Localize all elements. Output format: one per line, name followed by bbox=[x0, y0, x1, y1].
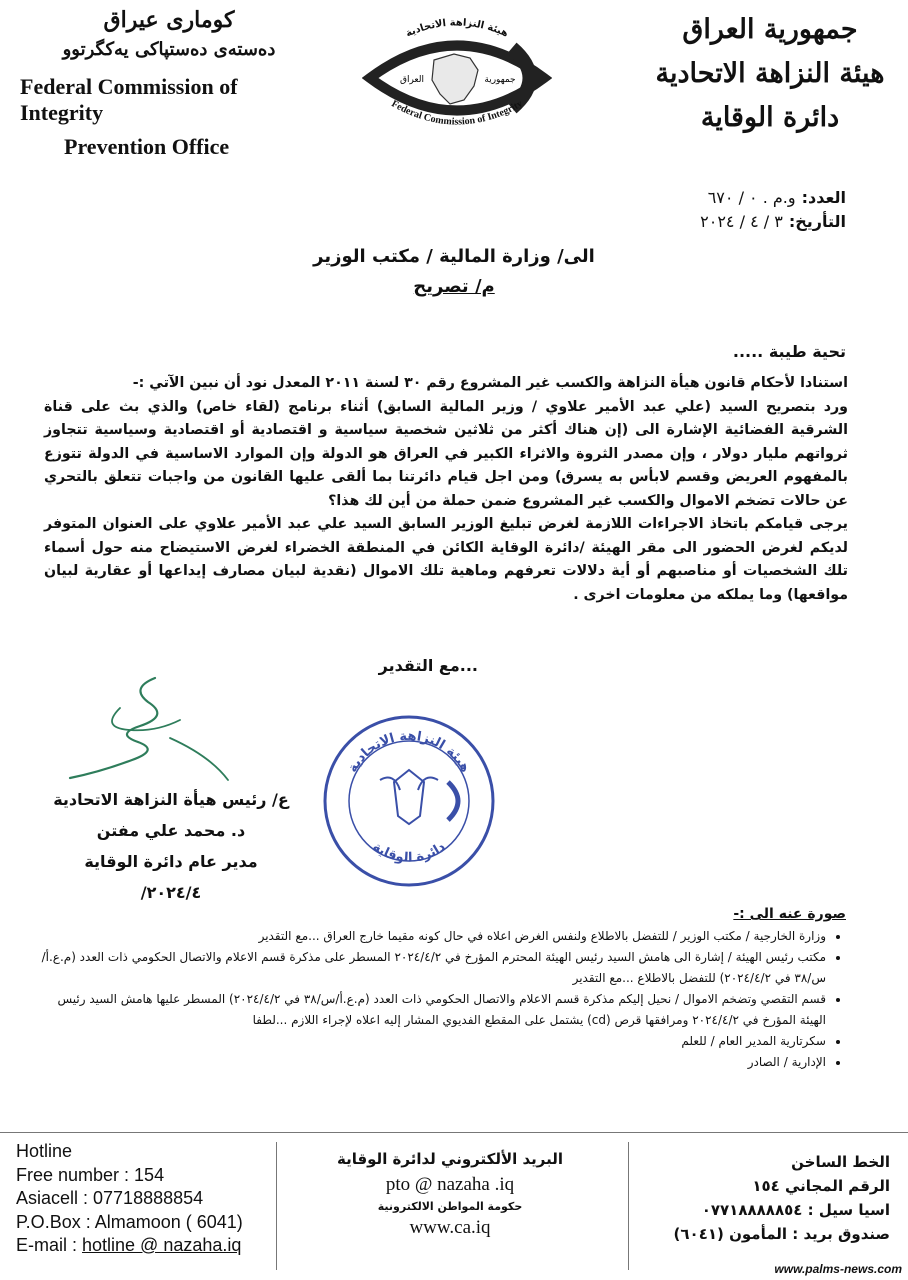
commission-arabic-name: هيئة النزاهة الاتحادية bbox=[655, 58, 885, 89]
footer-contact-arabic bbox=[674, 1150, 890, 1246]
reference-date: التأريخ:٣ / ٤ / ٢٠٢٤ bbox=[700, 212, 846, 231]
addressee-line: الى/ وزارة المالية / مكتب الوزير bbox=[313, 246, 595, 267]
closing-regards: ...مع التقدير bbox=[378, 656, 478, 675]
footer-ar-free: الرقم المجاني ١٥٤ bbox=[752, 1177, 890, 1195]
signer-date: ٢٠٢٤/٤/ bbox=[140, 883, 202, 902]
website-watermark: www.palms-news.com bbox=[774, 1262, 902, 1276]
copies-heading: صورة عنه الى :- bbox=[733, 906, 846, 922]
kurdish-title: کوماری عیراق bbox=[103, 7, 235, 33]
footer-free-number: Free number : 154 bbox=[16, 1164, 165, 1185]
logo-left-text: العراق bbox=[399, 75, 425, 85]
logo-bottom-text: Federal Commission of Integrity bbox=[389, 98, 525, 128]
handwritten-signature bbox=[60, 668, 240, 788]
logo-right-text: جمهورية bbox=[484, 75, 516, 85]
footer-portal-title: حكومة المواطن الالكترونية bbox=[377, 1200, 523, 1213]
footer-ar-hotline: الخط الساخن bbox=[791, 1153, 890, 1171]
signer-position: مدير عام دائرة الوقاية bbox=[84, 852, 258, 871]
footer-divider bbox=[0, 1132, 908, 1133]
prevention-department: دائرة الوقاية bbox=[700, 102, 840, 133]
copy-item: • قسم التقصي وتضخم الاموال / نحيل إليكم مذكرة قسم الاعلام والاتصال الحكومي ذات العدد (م.ع.أ/س/٣٨ في ٢٠٢٤/٤/٢) المسطر عليها هامش السيد رئيس الهيئة المؤرخ في ٢٠٢٤/٤/٢ ومرافقها قرص (cd) يشتمل على المقطع الفديوي المشار إليه اعلاه لإجراء اللازم ...لطفا bbox=[30, 989, 826, 1031]
kurdish-subtitle: دەستەی دەستپاکی یەکگرتوو bbox=[62, 39, 276, 60]
signer-name: د. محمد علي مفتن bbox=[96, 821, 246, 840]
footer-email: E-mail : hotline @ nazaha.iq bbox=[16, 1235, 242, 1255]
footer-ar-asiacell: اسيا سيل : ٠٧٧١٨٨٨٨٨٥٤ bbox=[701, 1201, 890, 1219]
signer-title: ع/ رئيس هيأة النزاهة الاتحادية bbox=[53, 790, 289, 809]
footer-hotline-label: Hotline bbox=[16, 1141, 73, 1161]
footer-email-link[interactable]: hotline @ nazaha.iq bbox=[82, 1235, 242, 1255]
subject-line: م/ تصريح bbox=[413, 276, 495, 297]
header-right-block bbox=[650, 8, 890, 140]
footer-contact-english bbox=[16, 1140, 243, 1258]
english-commission-name: Federal Commission of Integrity bbox=[20, 74, 238, 125]
reference-block bbox=[700, 186, 846, 234]
footer-office-email[interactable]: pto @ nazaha .iq bbox=[385, 1174, 515, 1195]
footer-pobox: P.O.Box : Almamoon ( 6041) bbox=[16, 1211, 243, 1232]
copies-list bbox=[30, 926, 844, 1073]
footer-middle bbox=[300, 1150, 600, 1239]
footer-ar-pobox: صندوق بريد : المأمون (٦٠٤١) bbox=[673, 1225, 890, 1243]
english-office-name: Prevention Office bbox=[64, 134, 230, 159]
footer-asiacell: Asiacell : 07718888854 bbox=[16, 1188, 204, 1208]
stamp-bottom-text: دائرة الوقاية bbox=[369, 839, 449, 866]
republic-of-iraq: جمهورية العراق bbox=[682, 14, 858, 45]
logo-top-text: هيئة النزاهة الاتحادية bbox=[404, 17, 510, 40]
copy-item: • الإدارية / الصادر bbox=[30, 1052, 826, 1073]
copy-item: • وزارة الخارجية / مكتب الوزير / للتفضل بالاطلاع ولنفس الغرض اعلاه في حال كونه مقيما خارج العراق ...مع التقدير bbox=[30, 926, 826, 947]
footer-separator-left bbox=[276, 1142, 277, 1270]
stamp-top-text: هيئة النزاهة الاتحادية bbox=[345, 728, 473, 776]
svg-text:هيئة النزاهة الاتحادية bbox=[404, 17, 510, 39]
body-paragraph-1: استنادا لأحكام قانون هيأة النزاهة والكسب غير المشروع رقم ٣٠ لسنة ٢٠١١ المعدل نود أن نبين الآتي :- bbox=[132, 375, 848, 391]
svg-text:دائرة الوقاية bbox=[370, 839, 449, 865]
commission-logo bbox=[362, 8, 552, 138]
svg-text:هيئة النزاهة الاتحادية bbox=[345, 729, 473, 775]
footer-separator-right bbox=[628, 1142, 629, 1270]
letter-body bbox=[44, 372, 848, 607]
reference-number: العدد:و.م . ٠ / ٦٧٠ bbox=[707, 188, 846, 207]
greeting: تحية طيبة ..... bbox=[732, 342, 846, 361]
body-paragraph-2: ورد بتصريح السيد (علي عبد الأمير علاوي / وزير المالية السابق) أثناء برنامج (لقاء خاص) والذي بث على قناة الشرقية الفضائية الإشارة الى (إن هناك أكثر من ثلاثين شخصية سياسية و اقتصادية أو اقتصادية وسياسية تتجاوز ثرواتهم مليار دولار ، وإن مصدر الثروة والاثراء الكبير في العراق هو الدولة وإن الموارد الاساسية في الدولة تتوزع بالمفهوم العريض وقسم لابأس به يسرق) ومن اجل قيام دائرتنا بما ألقى عليها القانون من واجبات تتعلق بالتحري عن حالات تضخم الاموال والكسب غير المشروع ضمن حملة من أين لك هذا؟ bbox=[44, 398, 848, 509]
signer-block bbox=[36, 784, 306, 908]
footer-email-title: البريد الألكتروني لدائرة الوقاية bbox=[336, 1150, 564, 1168]
header-left-block bbox=[14, 6, 324, 160]
copy-item: • سكرتارية المدير العام / للعلم bbox=[30, 1031, 826, 1052]
body-paragraph-3: يرجى قيامكم باتخاذ الاجراءات اللازمة لغرض تبليغ الوزير السابق السيد علي عبد الأمير علاوي على العنوان المتوفر لديكم لغرض الحضور الى مقر الهيئة /دائرة الوقاية الكائن في المنطقة الخضراء لغرض الاستيضاح منه حول أسماء تلك الشخصيات أو مناصبهم أو أية دلالات تعرفهم وماهية تلك الاموال (نقدية لبيان مصارف إيداعها أو عقارية لبيان مواقعها) وما يملكه من معلومات اخرى . bbox=[44, 516, 848, 603]
footer-portal-link[interactable]: www.ca.iq bbox=[409, 1217, 491, 1238]
official-stamp bbox=[320, 712, 498, 890]
copy-item: • مكتب رئيس الهيئة / إشارة الى هامش السيد رئيس الهيئة المحترم المؤرخ في ٢٠٢٤/٤/٢ المسطر على مذكرة قسم الاعلام والاتصال الحكومي ذات العدد (م.ع.أ/س/٣٨ في ٢٠٢٤/٤/٢) للتفضل بالاطلاع ...مع التقدير bbox=[30, 947, 826, 989]
